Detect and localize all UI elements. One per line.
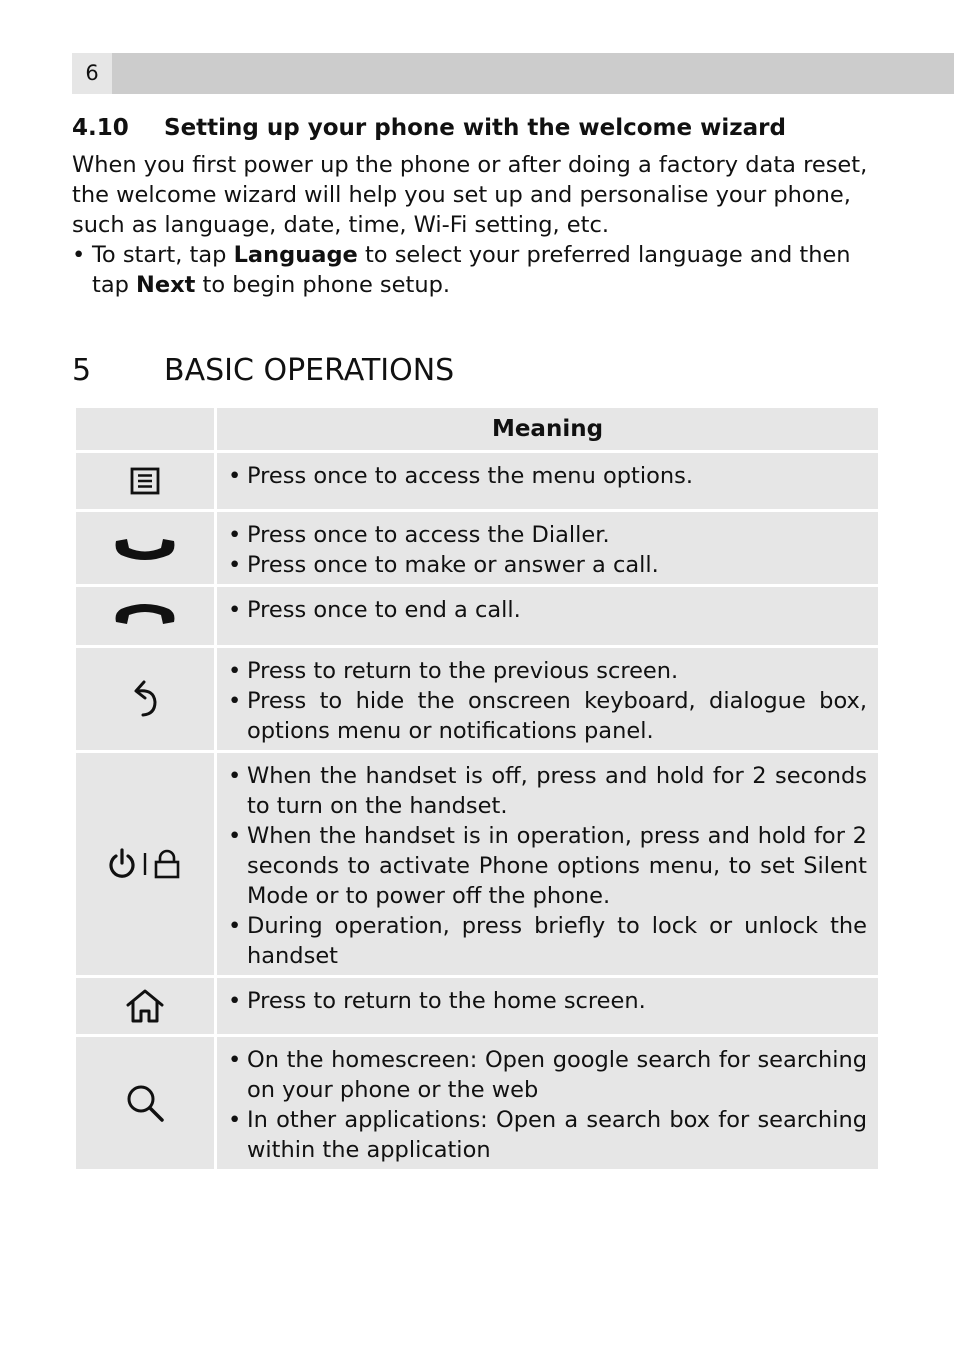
meaning-text: Press once to end a call.	[247, 597, 521, 623]
chapter-heading	[72, 350, 454, 392]
back-icon	[130, 679, 160, 719]
meaning-cell	[217, 512, 878, 584]
chapter-number: 5	[72, 353, 92, 388]
meaning-text: When the handset is off, press and hold for 2 seconds to turn on the handset.	[247, 763, 867, 819]
table-row	[76, 1037, 878, 1169]
section-number: 4.10	[72, 115, 129, 141]
meaning-text: Press once to make or answer a call.	[247, 552, 659, 578]
meaning-cell	[217, 648, 878, 750]
setup-bullet	[72, 240, 884, 300]
table-row	[76, 453, 878, 509]
meaning-text: Press once to access the Dialler.	[247, 522, 610, 548]
icon-cell	[76, 1037, 214, 1169]
call-icon	[113, 535, 177, 561]
table-row	[76, 753, 878, 975]
search-icon	[125, 1083, 165, 1123]
operations-table	[73, 405, 881, 1172]
table-header-row	[76, 408, 878, 450]
end-call-icon	[113, 604, 177, 628]
bullet-dot: •	[228, 522, 242, 548]
meaning-text: Press to return to the previous screen.	[247, 658, 679, 684]
list-item	[228, 595, 867, 625]
bullet-dot: •	[228, 988, 242, 1014]
icon-cell	[76, 453, 214, 509]
table-row	[76, 978, 878, 1034]
list-item	[228, 1105, 867, 1165]
meaning-text: During operation, press briefly to lock or unlock the handset	[247, 913, 867, 969]
section-body	[72, 150, 884, 300]
menu-icon	[130, 467, 160, 495]
meaning-text: Press once to access the menu options.	[247, 463, 694, 489]
list-item	[228, 461, 867, 491]
icon-cell	[76, 587, 214, 645]
meaning-text: When the handset is in operation, press and hold for 2 seconds to activate Phone options menu, to set Silent Mode or to power off the phone.	[247, 823, 867, 909]
meaning-cell	[217, 453, 878, 509]
table-row	[76, 648, 878, 750]
chapter-title: BASIC OPERATIONS	[164, 353, 455, 388]
meaning-text: Press to return to the home screen.	[247, 988, 646, 1014]
page-number: 6	[72, 53, 112, 94]
bullet-dot: •	[228, 688, 242, 714]
icon-column-header	[76, 408, 214, 450]
power-lock-icon	[108, 847, 182, 881]
bullet-dot: •	[228, 552, 242, 578]
meaning-cell	[217, 753, 878, 975]
list-item	[228, 821, 867, 911]
icon-cell	[76, 753, 214, 975]
icon-cell	[76, 512, 214, 584]
bullet-dot: •	[228, 763, 242, 789]
meaning-column-header: Meaning	[217, 408, 878, 450]
bullet-dot: •	[228, 597, 242, 623]
list-item	[228, 911, 867, 971]
bullet-dot: •	[228, 913, 242, 939]
bullet-dot: •	[228, 463, 242, 489]
section-heading	[72, 112, 786, 144]
list-item	[228, 1045, 867, 1105]
page-header-bar	[72, 53, 954, 94]
bullet-dot: •	[72, 242, 86, 268]
bullet-dot: •	[228, 1047, 242, 1073]
meaning-cell	[217, 1037, 878, 1169]
icon-cell	[76, 978, 214, 1034]
icon-cell	[76, 648, 214, 750]
table-row	[76, 512, 878, 584]
list-item	[228, 986, 867, 1016]
bullet-dot: •	[228, 658, 242, 684]
meaning-text: In other applications: Open a search box for searching within the application	[247, 1107, 867, 1163]
table-row	[76, 587, 878, 645]
list-item	[228, 520, 867, 550]
bullet-dot: •	[228, 823, 242, 849]
next-term: Next	[136, 272, 196, 298]
setup-bullet-text	[92, 240, 884, 300]
list-item	[228, 550, 867, 580]
meaning-text: Press to hide the onscreen keyboard, dialogue box, options menu or notifications panel.	[247, 688, 867, 744]
home-icon	[125, 988, 165, 1024]
meaning-cell	[217, 587, 878, 645]
bullet-text-part: to select your preferred language and then tap	[92, 242, 851, 298]
bullet-dot: •	[228, 1107, 242, 1133]
intro-paragraph: When you first power up the phone or after doing a factory data reset, the welcome wizard will help you set up and personalise your phone, such as language, date, time, Wi-Fi setting, etc.	[72, 152, 868, 238]
section-title: Setting up your phone with the welcome wizard	[164, 115, 786, 141]
meaning-cell	[217, 978, 878, 1034]
list-item	[228, 686, 867, 746]
language-term: Language	[233, 242, 358, 268]
list-item	[228, 761, 867, 821]
meaning-text: On the homescreen: Open google search for searching on your phone or the web	[247, 1047, 867, 1103]
list-item	[228, 656, 867, 686]
bullet-text-part: To start, tap	[92, 242, 234, 268]
bullet-text-part: to begin phone setup.	[195, 272, 451, 298]
